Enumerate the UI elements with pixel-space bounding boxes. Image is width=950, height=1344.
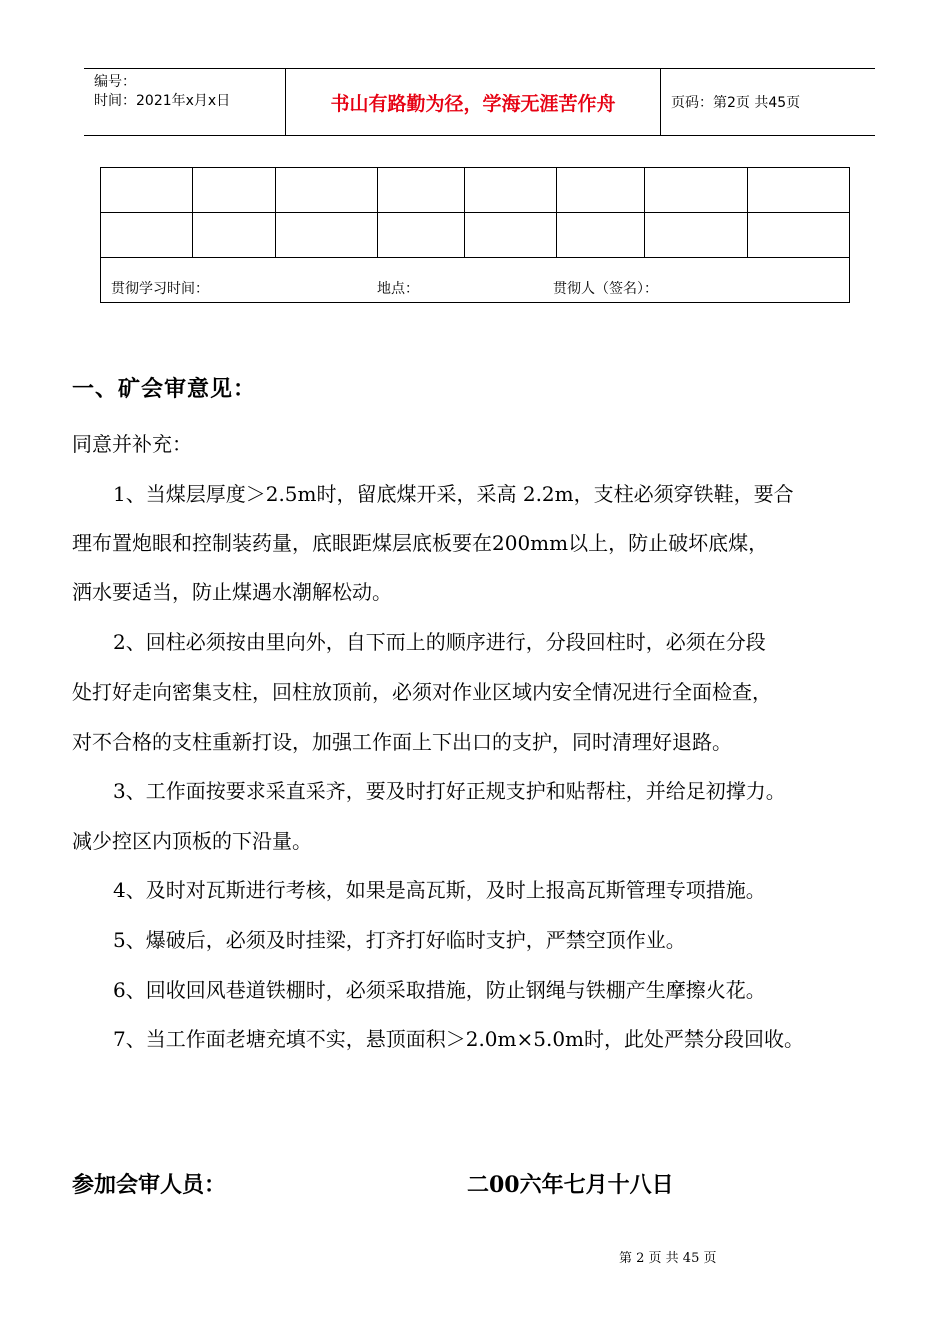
table-cell bbox=[275, 213, 377, 258]
section-heading: 一、矿会审意见： bbox=[72, 376, 257, 402]
table-cell bbox=[557, 213, 645, 258]
opinion-line: 2、回柱必须按由里向外，自下而上的顺序进行，分段回柱时，必须在分段 bbox=[113, 630, 766, 654]
table-cell bbox=[101, 213, 193, 258]
attendees-label: 参加会审人员： bbox=[72, 1172, 227, 1198]
signature-row bbox=[101, 258, 850, 303]
opinion-line: 理布置炮眼和控制装药量，底眼距煤层底板要在200mm以上，防止破坏底煤， bbox=[72, 531, 769, 555]
opinion-line: 6、回收回风巷道铁棚时，必须采取措施，防止钢绳与铁棚产生摩擦火花。 bbox=[113, 978, 766, 1002]
table-cell bbox=[465, 168, 557, 213]
table-cell bbox=[748, 168, 850, 213]
table-cell bbox=[377, 168, 465, 213]
opinion-line: 处打好走向密集支柱，回柱放顶前，必须对作业区域内安全情况进行全面检查， bbox=[72, 680, 772, 704]
table-row bbox=[101, 213, 850, 258]
table-cell bbox=[192, 168, 275, 213]
table-cell bbox=[645, 213, 748, 258]
implementer-label: 贯彻人（签名）： bbox=[553, 281, 658, 297]
signature-cell bbox=[101, 258, 850, 303]
number-label: 编号： bbox=[94, 74, 136, 90]
opinion-line: 3、工作面按要求采直采齐，要及时打好正规支护和贴帮柱，并给足初撑力。 bbox=[113, 779, 786, 803]
location-label: 地点： bbox=[377, 281, 419, 297]
opinion-line: 对不合格的支柱重新打设，加强工作面上下出口的支护，同时清理好退路。 bbox=[72, 730, 732, 754]
opinion-line: 7、当工作面老塘充填不实，悬顶面积＞2.0m×5.0m时，此处严禁分段回收。 bbox=[113, 1027, 805, 1051]
section-intro: 同意并补充： bbox=[72, 432, 192, 456]
page-footer: 第 2 页 共 45 页 bbox=[619, 1251, 717, 1266]
table-cell bbox=[748, 213, 850, 258]
table-cell bbox=[101, 168, 193, 213]
opinion-line: 1、当煤层厚度＞2.5m时，留底煤开采，采高 2.2m，支柱必须穿铁鞋，要合 bbox=[113, 482, 794, 506]
table-cell bbox=[192, 213, 275, 258]
opinion-line: 洒水要适当，防止煤遇水潮解松动。 bbox=[72, 580, 392, 604]
header-motto: 书山有路勤为径，学海无涯苦作舟 bbox=[286, 69, 661, 135]
table-cell bbox=[377, 213, 465, 258]
table-cell bbox=[645, 168, 748, 213]
opinion-line: 4、及时对瓦斯进行考核，如果是高瓦斯，及时上报高瓦斯管理专项措施。 bbox=[113, 878, 766, 902]
table-row bbox=[101, 168, 850, 213]
table-cell bbox=[275, 168, 377, 213]
page-header bbox=[84, 68, 875, 136]
table-cell bbox=[465, 213, 557, 258]
header-page-label: 页码：第2页 共45页 bbox=[671, 95, 801, 111]
time-label: 时间：2021年x月x日 bbox=[94, 93, 231, 109]
opinion-line: 减少控区内顶板的下沿量。 bbox=[72, 829, 312, 853]
opinion-line: 5、爆破后，必须及时挂梁，打齐打好临时支护，严禁空顶作业。 bbox=[113, 928, 686, 952]
header-meta bbox=[84, 69, 286, 135]
study-record-table bbox=[100, 167, 850, 303]
closing-date: 二00六年七月十八日 bbox=[467, 1172, 674, 1198]
table-cell bbox=[557, 168, 645, 213]
study-time-label: 贯彻学习时间： bbox=[111, 281, 209, 297]
